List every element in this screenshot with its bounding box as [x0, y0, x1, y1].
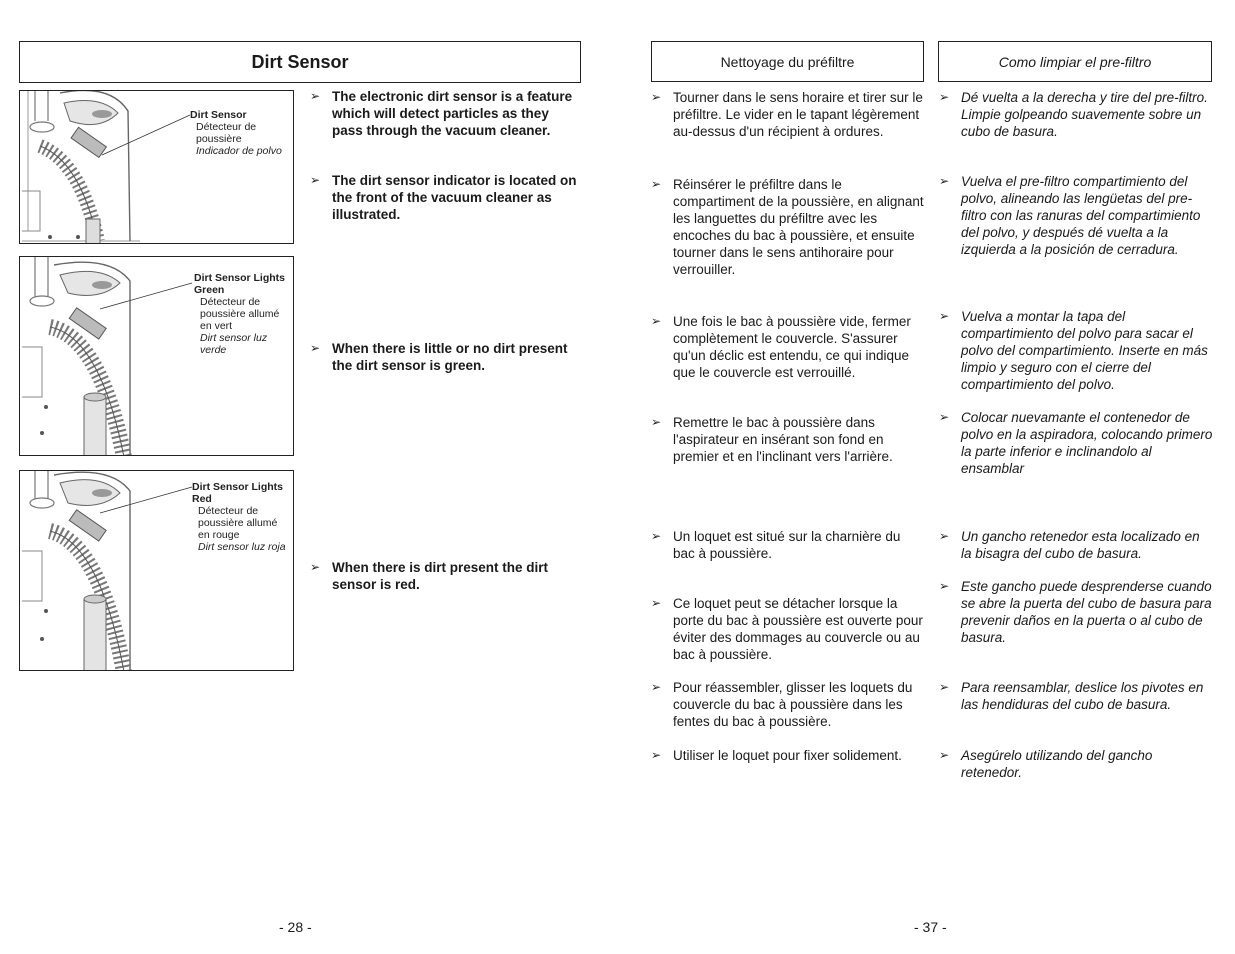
figure-dirt-sensor-red: [19, 470, 294, 671]
french-section-title: [651, 41, 924, 82]
page-number-right: - 37 -: [914, 919, 947, 935]
bullet-en-2: ➢ The dirt sensor indicator is located on the front of the vacuum cleaner as illustrated.: [310, 172, 580, 223]
callout-label-en: Dirt Sensor Lights Red: [192, 481, 284, 505]
bullet-en-4: ➢ When there is dirt present the dirt sensor is red.: [310, 559, 580, 593]
spanish-section-title-text: Como limpiar el pre-filtro: [998, 53, 1152, 70]
bullet-fr-3: ➢ Une fois le bac à poussière vide, fermer complètement le couvercle. S'assurer qu'un déclic est entendu, ce qui indique que le couvercle est verrouillé.: [651, 313, 925, 381]
bullet-en-1: ➢ The electronic dirt sensor is a feature which will detect particles as they pass through the vacuum cleaner.: [310, 88, 580, 139]
figure-dirt-sensor-green: [19, 256, 294, 456]
callout-dirt-sensor: [190, 109, 290, 157]
bullet-fr-6: ➢ Ce loquet peut se détacher lorsque la porte du bac à poussière est ouverte pour éviter des dommages au couvercle ou au bac à poussière.: [651, 595, 925, 663]
bullet-es-6: ➢ Este gancho puede desprenderse cuando se abre la puerta del cubo de basura para prevenir daños en la puerta o al cubo de basura.: [939, 578, 1213, 646]
bullet-fr-2: ➢ Réinsérer le préfiltre dans le compartiment de la poussière, en alignant les languettes du préfiltre avec les encoches du bac à poussière, et ensuite tourner dans le sens antihoraire pour verrouiller.: [651, 176, 925, 278]
bullet-fr-7: ➢ Pour réassembler, glisser les loquets du couvercle du bac à poussière dans les fentes du bac à poussière.: [651, 679, 925, 730]
bullet-fr-8: ➢ Utiliser le loquet pour fixer solidement.: [651, 747, 925, 764]
callout-label-es: Dirt sensor luz roja: [198, 541, 286, 553]
bullet-es-7: ➢ Para reensamblar, deslice los pivotes en las hendiduras del cubo de basura.: [939, 679, 1213, 713]
callout-label-en: Dirt Sensor Lights Green: [194, 272, 286, 296]
bullet-es-3: ➢ Vuelva a montar la tapa del compartimiento del polvo para sacar el polvo del compartimiento. Inserte en más limpio y seguro con el cierre del compartimiento del polvo.: [939, 308, 1213, 393]
dirt-sensor-title-text: Dirt Sensor: [251, 51, 349, 72]
callout-label-es: Dirt sensor luz verde: [200, 332, 268, 356]
bullet-en-3: ➢ When there is little or no dirt present the dirt sensor is green.: [310, 340, 580, 374]
bullet-fr-4: ➢ Remettre le bac à poussière dans l'aspirateur en insérant son fond en premier et en l'inclinant vers l'arrière.: [651, 414, 925, 465]
callout-label-es: Indicador de polvo: [196, 145, 282, 157]
callout-label-fr: Détecteur de poussière: [196, 121, 257, 145]
page-number-left: - 28 -: [279, 919, 312, 935]
bullet-fr-1: ➢ Tourner dans le sens horaire et tirer sur le préfiltre. Le vider en le tapant légèrement au-dessus d'un récipient à ordures.: [651, 89, 925, 140]
bullet-es-4: ➢ Colocar nuevamante el contenedor de polvo en la aspiradora, colocando primero la parte inferior e inclinandolo al ensamblar: [939, 409, 1213, 477]
callout-label-fr: Détecteur de poussière allumé en rouge: [198, 505, 278, 541]
bullet-es-8: ➢ Asegúrelo utilizando del gancho retenedor.: [939, 747, 1213, 781]
figure-dirt-sensor: [19, 90, 294, 244]
callout-label-en: Dirt Sensor: [190, 109, 247, 121]
dirt-sensor-title: [19, 41, 581, 83]
french-section-title-text: Nettoyage du préfiltre: [720, 53, 855, 70]
callout-label-fr: Détecteur de poussière allumé en vert: [200, 296, 280, 332]
callout-dirt-sensor-red: [192, 481, 290, 553]
spanish-section-title: [938, 41, 1212, 82]
bullet-es-5: ➢ Un gancho retenedor esta localizado en la bisagra del cubo de basura.: [939, 528, 1213, 562]
bullet-es-2: ➢ Vuelva el pre-filtro compartimiento del polvo, alineando las lengüetas del pre-filtro con las ranuras del compartimiento del polvo, y después dé vuelta a la izquierda a la posición de cerradura.: [939, 173, 1213, 258]
callout-dirt-sensor-green: [194, 272, 290, 356]
bullet-es-1: ➢ Dé vuelta a la derecha y tire del pre-filtro. Limpie golpeando suavemente sobre un cubo de basura.: [939, 89, 1213, 140]
bullet-fr-5: ➢ Un loquet est situé sur la charnière du bac à poussière.: [651, 528, 925, 562]
